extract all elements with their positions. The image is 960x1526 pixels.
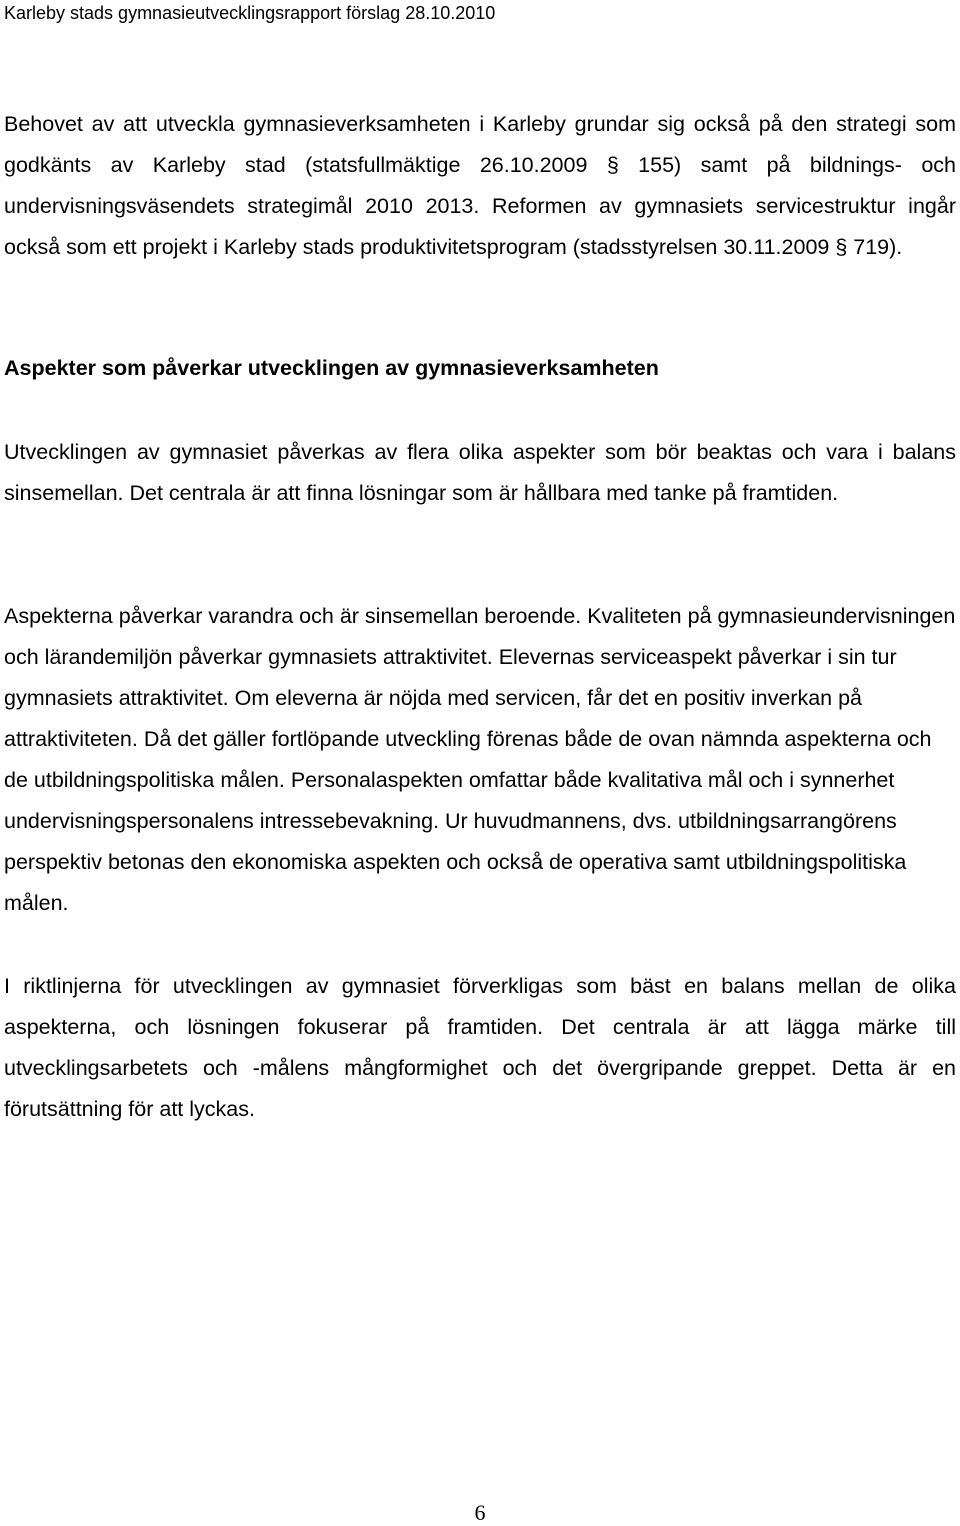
page-number: 6 [474,1500,486,1525]
body-paragraph-strategy: Behovet av att utveckla gymnasieverksamheten i Karleby grundar sig också på den strategi som godkänts av Karleby stad (statsfullmäktige 26.10.2009 § 155) samt på bildnings- och undervisningsväsendets strategimål 2010 2013. Reformen av gymnasiets servicestruktur ingår också som ett projekt i Karleby stads produktivitetsprogram (stadsstyrelsen 30.11.2009 § 719). [4,112,956,259]
running-header: Karleby stads gymnasieutvecklingsrapport förslag 28.10.2010 [4,3,496,23]
section-heading: Aspekter som påverkar utvecklingen av gymnasieverksamheten [4,356,659,380]
body-paragraph-aspects-detail: Aspekterna påverkar varandra och är sinsemellan beroende. Kvaliteten på gymnasieundervisningen och lärandemiljön påverkar gymnasiets attraktivitet. Elevernas serviceaspekt påverkar i sin tur gymnasiets attraktivitet. Om eleverna är nöjda med servicen, får det en positiv inverkan på attraktiviteten. Då det gäller fortlöpande utveckling förenas både de ovan nämnda aspekterna och de utbildningspolitiska målen. Personalaspekten omfattar både kvalitativa mål och i synnerhet undervisningspersonalens intressebevakning. Ur huvudmannens, dvs. utbildningsarrangörens perspektiv betonas den ekonomiska aspekten och också de operativa samt utbildningspolitiska målen. [4,604,956,915]
body-paragraph-guidelines: I riktlinjerna för utvecklingen av gymnasiet förverkligas som bäst en balans mellan de olika aspekterna, och lösningen fokuserar på framtiden. Det centrala är att lägga märke till utvecklingsarbetets och -målens mångformighet och det övergripande greppet. Detta är en förutsättning för att lyckas. [4,974,956,1121]
body-paragraph-aspects-intro: Utvecklingen av gymnasiet påverkas av flera olika aspekter som bör beaktas och vara i balans sinsemellan. Det centrala är att finna lösningar som är hållbara med tanke på framtiden. [4,440,956,505]
